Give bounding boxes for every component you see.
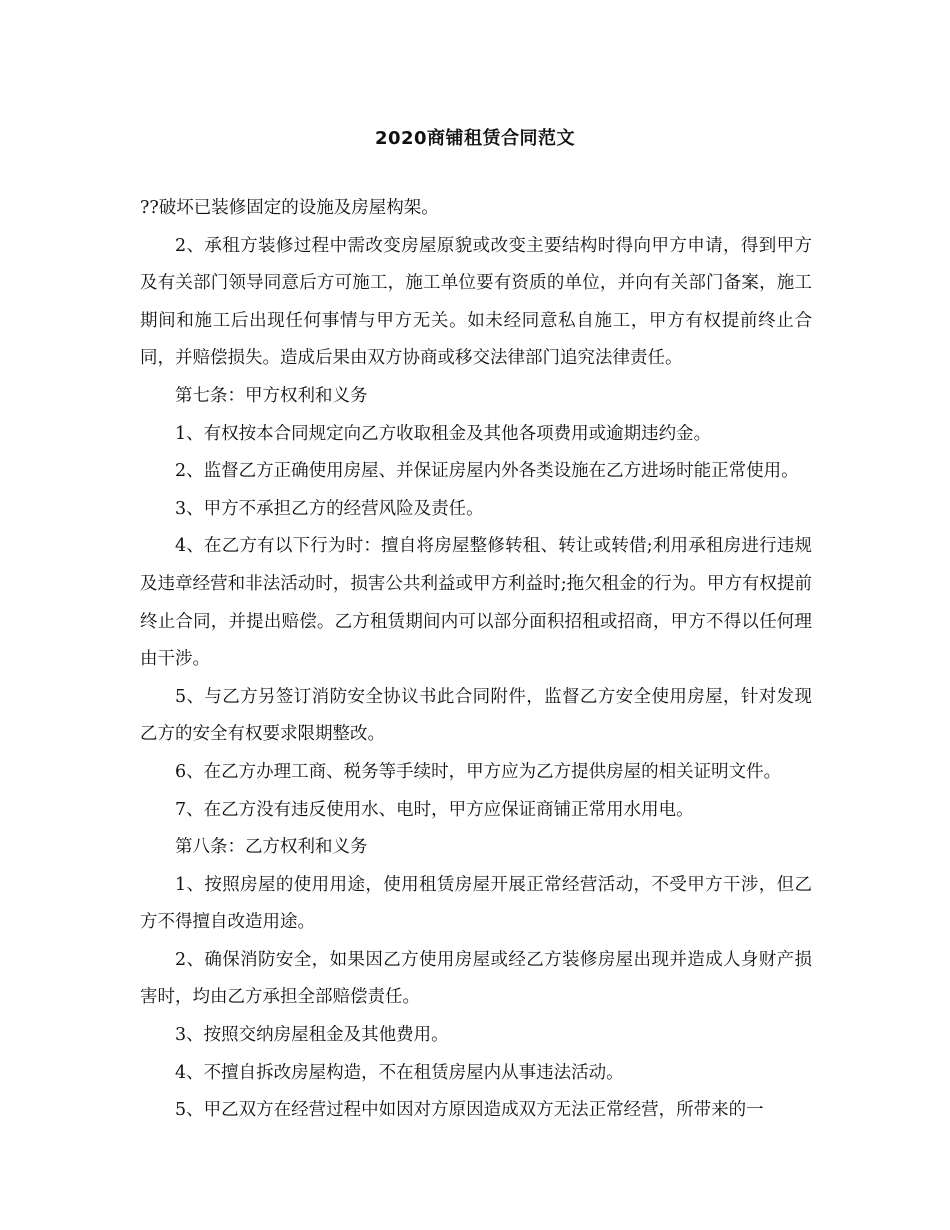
paragraph: 5、甲乙双方在经营过程中如因对方原因造成双方无法正常经营，所带来的一 — [175, 1100, 764, 1121]
document-title: 2020商铺租赁合同范文 — [374, 128, 576, 149]
paragraph: 2、确保消防安全，如果因乙方使用房屋或经乙方装修房屋出现并造成人身财产损害时，均由乙方承担全部赔偿责任。 — [140, 949, 812, 1008]
paragraph: 6、在乙方办理工商、税务等手续时，甲方应为乙方提供房屋的相关证明文件。 — [175, 761, 782, 782]
paragraph: 2、监督乙方正确使用房屋、并保证房屋内外各类设施在乙方进场时能正常使用。 — [175, 461, 799, 482]
paragraph: 3、按照交纳房屋租金及其他费用。 — [175, 1025, 449, 1046]
section-heading: 第八条：乙方权利和义务 — [175, 837, 368, 858]
paragraph: 4、不擅自拆改房屋构造，不在租赁房屋内从事违法活动。 — [175, 1062, 624, 1083]
section-heading: 第七条：甲方权利和义务 — [175, 385, 368, 406]
document-body — [140, 190, 812, 1130]
paragraph: 1、有权按本合同规定向乙方收取租金及其他各项费用或逾期违约金。 — [175, 423, 712, 444]
paragraph: 7、在乙方没有违反使用水、电时，甲方应保证商铺正常用水用电。 — [175, 799, 694, 820]
paragraph: 3、甲方不承担乙方的经营风险及责任。 — [175, 498, 484, 519]
paragraph: 2、承租方装修过程中需改变房屋原貌或改变主要结构时得向甲方申请，得到甲方及有关部门领导同意后方可施工，施工单位要有资质的单位，并向有关部门备案，施工期间和施工后出现任何事情与甲方无关。如未经同意私自施工，甲方有权提前终止合同，并赔偿损失。造成后果由双方协商或移交法律部门追究法律责任。 — [140, 235, 812, 369]
paragraph: 4、在乙方有以下行为时：擅自将房屋整修转租、转让或转借;利用承租房进行违规及违章经营和非法活动时，损害公共利益或甲方利益时;拖欠租金的行为。甲方有权提前终止合同，并提出赔偿。乙方租赁期间内可以部分面积招租或招商，甲方不得以任何理由干涉。 — [140, 536, 812, 670]
paragraph: ??破坏已装修固定的设施及房屋构架。 — [140, 198, 439, 218]
paragraph: 5、与乙方另签订消防安全协议书此合同附件，监督乙方安全使用房屋，针对发现乙方的安全有权要求限期整改。 — [140, 686, 812, 745]
paragraph: 1、按照房屋的使用用途，使用租赁房屋开展正常经营活动，不受甲方干涉，但乙方不得擅自改造用途。 — [140, 874, 812, 933]
